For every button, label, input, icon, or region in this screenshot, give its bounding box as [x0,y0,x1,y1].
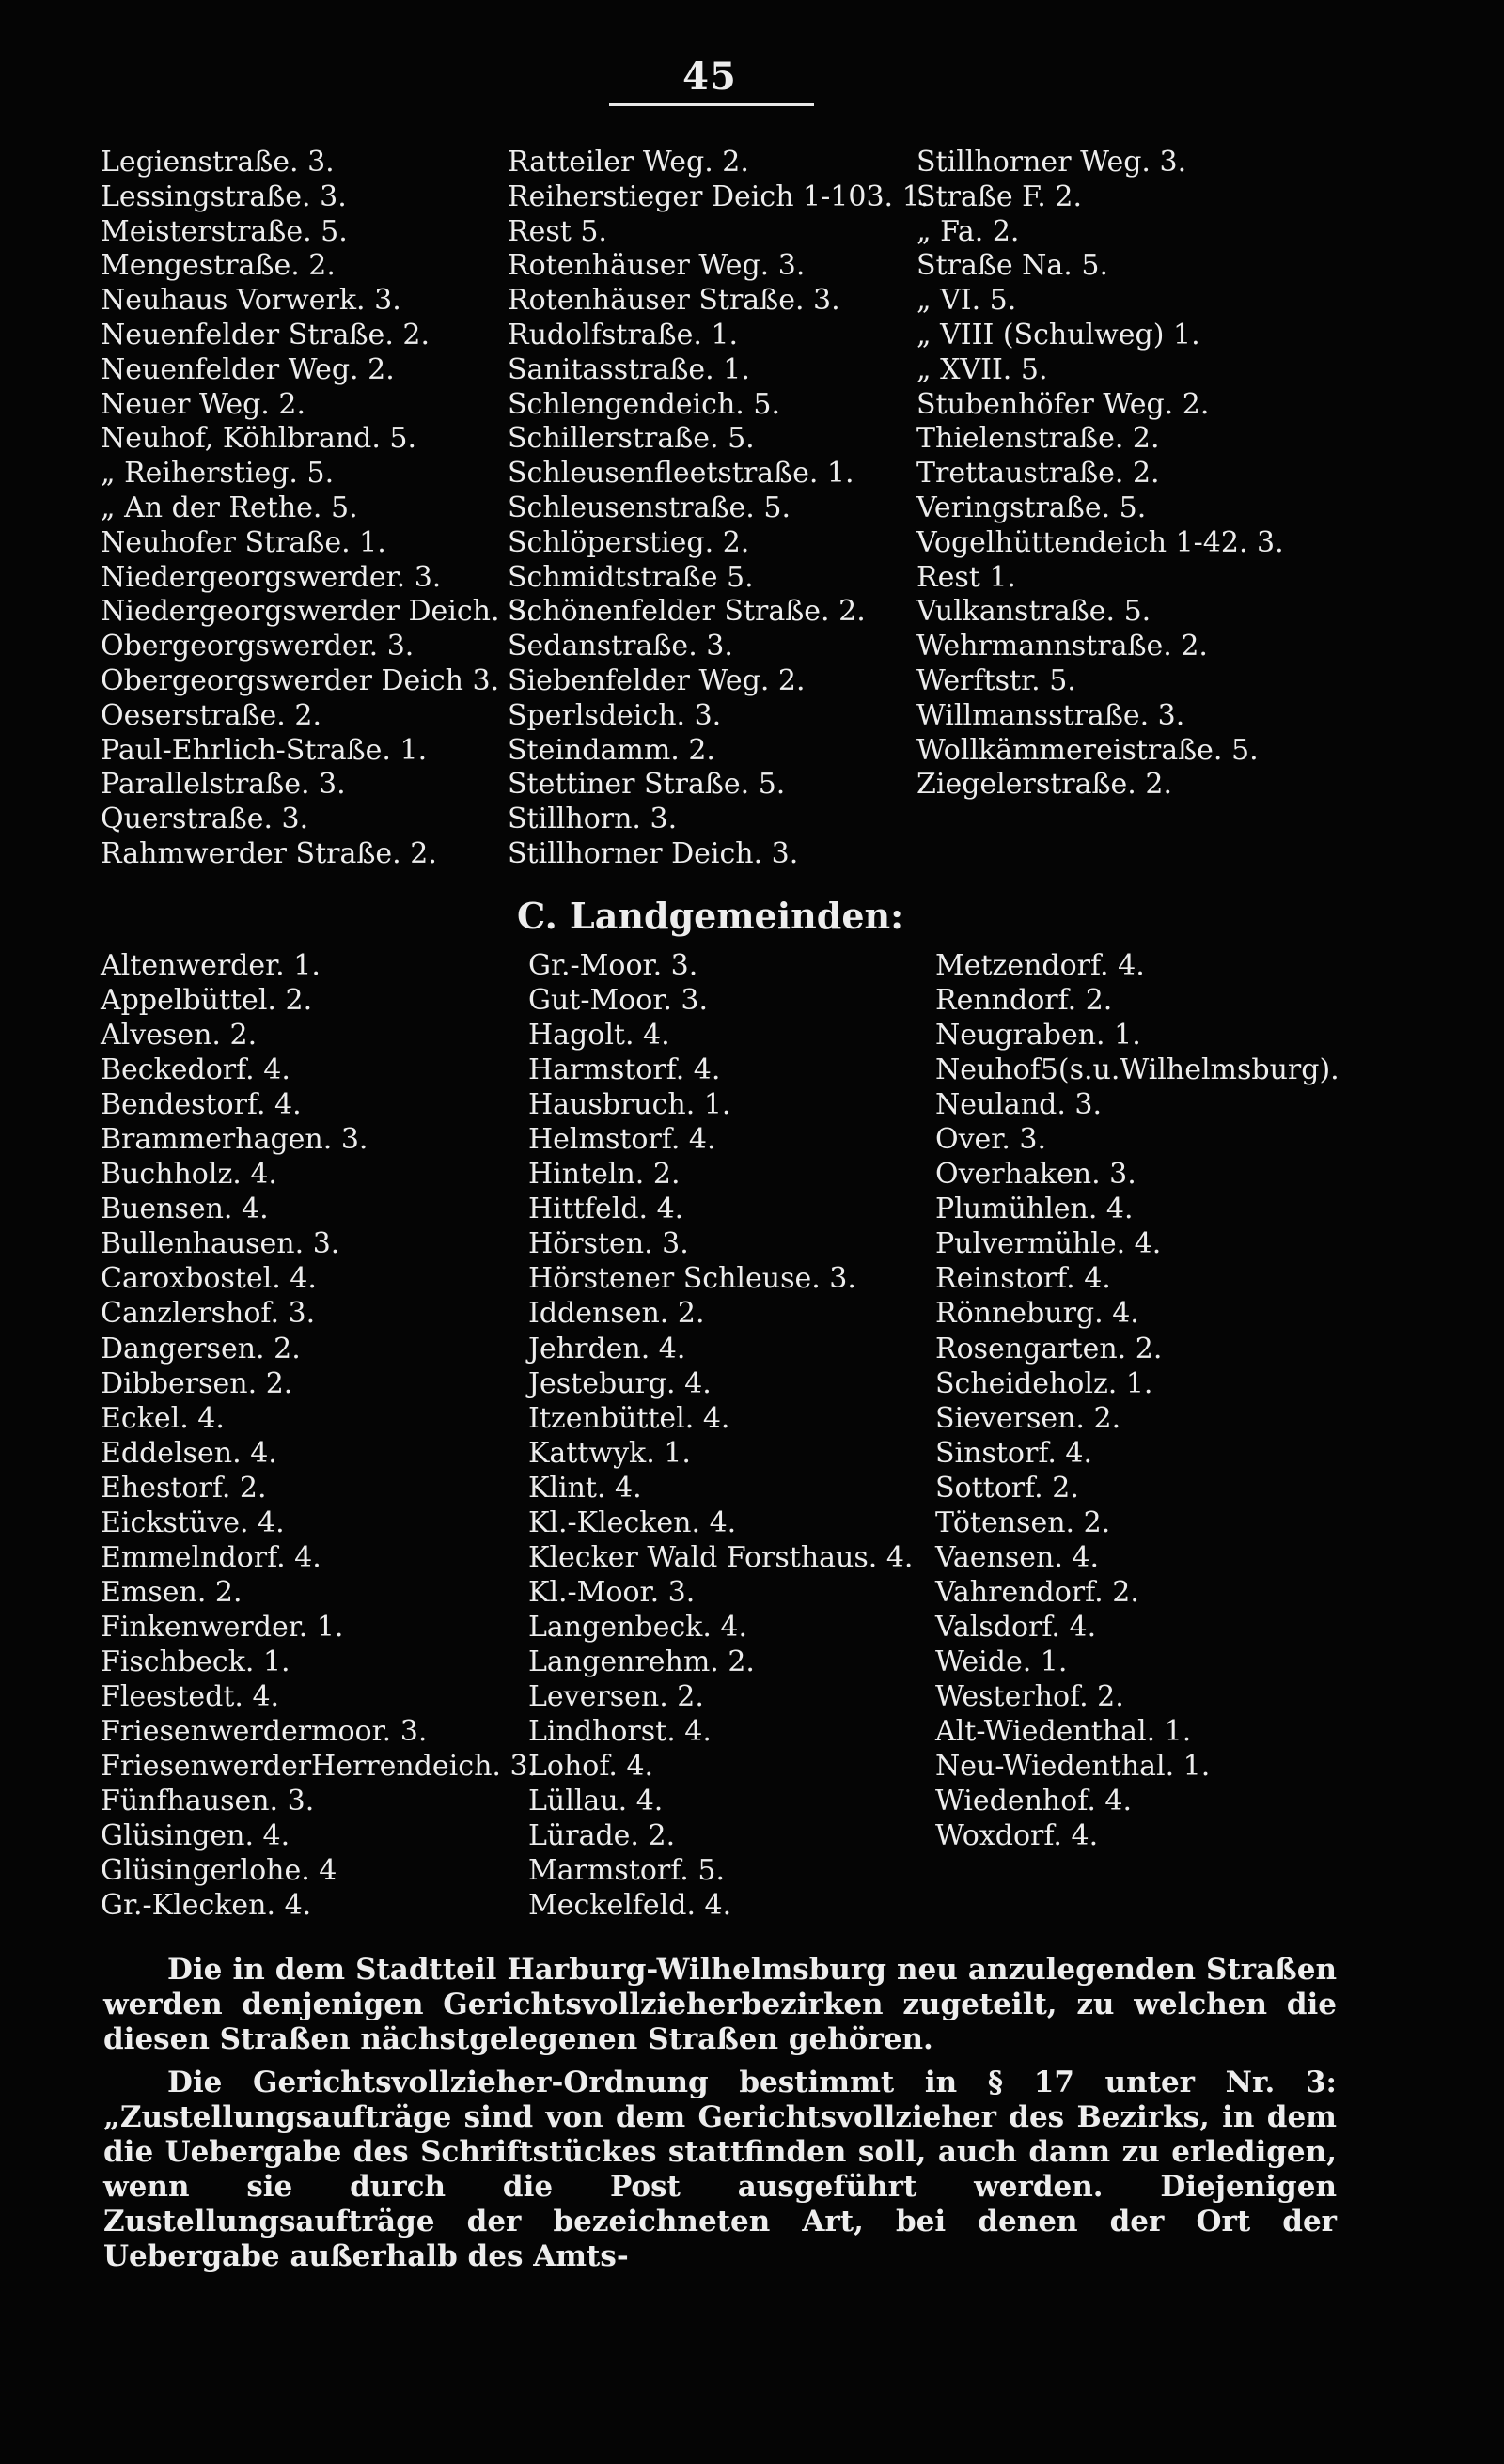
list-entry: Siebenfelder Weg. 2. [508,663,806,697]
list-entry: Neuhofer Straße. 1. [101,525,386,559]
list-entry: Sottorf. 2. [935,1471,1079,1505]
list-entry: Lindhorst. 4. [528,1715,712,1749]
list-entry: Glüsingen. 4. [101,1819,290,1853]
list-entry: Niedergeorgswerder Deich. 3. [101,595,536,629]
list-entry: Leversen. 2. [528,1679,704,1713]
list-entry: Neugraben. 1. [935,1019,1141,1053]
list-entry: Schönenfelder Straße. 2. [508,595,866,629]
list-entry: Rudolfstraße. 1. [508,318,739,351]
list-entry: Vahrendorf. 2. [935,1575,1139,1609]
list-entry: Straße Na. 5. [916,249,1108,283]
list-entry: Canzlershof. 3. [101,1297,316,1331]
list-entry: Fischbeck. 1. [101,1645,290,1678]
list-entry: Appelbüttel. 2. [101,984,313,1018]
list-entry: Parallelstraße. 3. [101,768,346,802]
list-entry: Bendestorf. 4. [101,1088,302,1122]
list-entry: Pulvermühle. 4. [935,1227,1162,1261]
list-entry: Stillhorner Deich. 3. [508,836,799,870]
list-entry: Sedanstraße. 3. [508,630,733,663]
list-entry: FriesenwerderHerrendeich. 3. [101,1750,538,1784]
list-entry: Lürade. 2. [528,1819,676,1853]
list-entry: Altenwerder. 1. [101,949,321,982]
list-entry: Brammerhagen. 3. [101,1123,368,1157]
page-number-rule [609,103,814,106]
list-entry: Straße F. 2. [916,179,1083,213]
list-entry: Rönneburg. 4. [935,1297,1139,1331]
list-entry: Neu-Wiedenthal. 1. [935,1750,1211,1784]
list-entry: Marmstorf. 5. [528,1854,725,1888]
list-entry: Helmstorf. 4. [528,1123,716,1157]
list-entry: Gut-Moor. 3. [528,984,709,1018]
list-entry: Neuhof5(s.u.Wilhelmsburg). [935,1053,1340,1087]
community-list [0,948,1504,1935]
street-column-2 [508,146,930,872]
list-entry: Neuenfelder Straße. 2. [101,318,431,351]
community-column-1 [101,948,538,1923]
list-entry: Ehestorf. 2. [101,1471,267,1505]
list-entry: Harmstorf. 4. [528,1053,721,1087]
list-entry: Westerhof. 2. [935,1679,1124,1713]
list-entry: Oeserstraße. 2. [101,698,322,732]
list-entry: Gr.-Moor. 3. [528,949,698,982]
list-entry: Tötensen. 2. [935,1505,1111,1539]
list-entry: Hagolt. 4. [528,1019,670,1053]
list-entry: Overhaken. 3. [935,1158,1136,1192]
list-entry: Wollkämmereistraße. 5. [916,733,1259,767]
list-entry: Fleestedt. 4. [101,1679,280,1713]
list-entry: Steindamm. 2. [508,733,715,767]
list-entry: Werftstr. 5. [916,663,1076,697]
list-entry: Weide. 1. [935,1645,1068,1678]
list-entry: Dangersen. 2. [101,1332,301,1365]
list-entry: Hörstener Schleuse. 3. [528,1262,856,1296]
community-column-3 [935,948,1471,1853]
list-entry: Glüsingerlohe. 4 [101,1854,337,1888]
list-entry: Obergeorgswerder Deich 3. [101,663,500,697]
list-entry: Rest 5. [508,214,607,248]
list-entry: Langenrehm. 2. [528,1645,755,1678]
list-entry: Jehrden. 4. [528,1332,686,1365]
list-entry: Schmidtstraße 5. [508,560,754,594]
list-entry: Sieversen. 2. [935,1401,1121,1435]
page-number: 45 [682,55,737,99]
list-entry: Vogelhüttendeich 1-42. 3. [916,525,1284,559]
list-entry: Langenbeck. 4. [528,1610,748,1644]
list-entry: Ratteiler Weg. 2. [508,146,749,179]
list-entry: Buchholz. 4. [101,1158,277,1192]
list-entry: Niedergeorgswerder. 3. [101,560,442,594]
list-entry: Schleusenstraße. 5. [508,491,791,524]
list-entry: Trettaustraße. 2. [916,457,1160,491]
list-entry: Neuhof, Köhlbrand. 5. [101,422,417,456]
list-entry: Neuer Weg. 2. [101,387,306,421]
list-entry: Hinteln. 2. [528,1158,681,1192]
list-entry: Emmelndorf. 4. [101,1540,321,1574]
list-entry: Rest 1. [916,560,1016,594]
list-entry: Bullenhausen. 3. [101,1227,340,1261]
list-entry: Reiherstieger Deich 1-103. 1. [508,179,930,213]
list-entry: Gr.-Klecken. 4. [101,1889,312,1923]
list-entry: Wehrmannstraße. 2. [916,630,1208,663]
list-entry: Hausbruch. 1. [528,1088,731,1122]
list-entry: Eickstüve. 4. [101,1505,285,1539]
list-entry: Kattwyk. 1. [528,1436,691,1470]
list-entry: Klecker Wald Forsthaus. 4. [528,1540,914,1574]
list-entry: Itzenbüttel. 4. [528,1401,730,1435]
list-entry: Lohof. 4. [528,1750,654,1784]
list-entry: „ VI. 5. [916,284,1017,318]
list-entry: Reinstorf. 4. [935,1262,1111,1296]
section-heading-landgemeinden: C. Landgemeinden: [517,895,904,937]
list-entry: Friesenwerdermoor. 3. [101,1715,428,1749]
list-entry: Paul-Ehrlich-Straße. 1. [101,733,428,767]
list-entry: Dibbersen. 2. [101,1366,293,1400]
list-entry: Rotenhäuser Straße. 3. [508,284,840,318]
list-entry: Rotenhäuser Weg. 3. [508,249,806,283]
list-entry: Finkenwerder. 1. [101,1610,344,1644]
list-entry: Valsdorf. 4. [935,1610,1097,1644]
list-entry: Stettiner Straße. 5. [508,768,786,802]
list-entry: Lessingstraße. 3. [101,179,347,213]
list-entry: Alvesen. 2. [101,1019,258,1053]
street-column-3 [916,146,1443,803]
list-entry: Scheideholz. 1. [935,1366,1153,1400]
list-entry: Rosengarten. 2. [935,1332,1163,1365]
community-column-2 [528,948,951,1923]
list-entry: Caroxbostel. 4. [101,1262,317,1296]
list-entry: Vulkanstraße. 5. [916,595,1152,629]
list-entry: Emsen. 2. [101,1575,243,1609]
list-entry: Stubenhöfer Weg. 2. [916,387,1210,421]
list-entry: „ XVII. 5. [916,352,1048,386]
list-entry: Eckel. 4. [101,1401,225,1435]
list-entry: Kl.-Klecken. 4. [528,1505,737,1539]
list-entry: Buensen. 4. [101,1193,269,1226]
list-entry: Kl.-Moor. 3. [528,1575,696,1609]
list-entry: Hörsten. 3. [528,1227,689,1261]
list-entry: Neuhaus Vorwerk. 3. [101,284,401,318]
list-entry: Meisterstraße. 5. [101,214,348,248]
list-entry: Schlöperstieg. 2. [508,525,750,559]
list-entry: Stillhorn. 3. [508,803,678,836]
list-entry: Meckelfeld. 4. [528,1889,732,1923]
list-entry: Alt-Wiedenthal. 1. [935,1715,1192,1749]
paragraph-new-streets: Die in dem Stadtteil Harburg-Wilhelmsburg neu anzulegenden Straßen werden denjenigen Gerichtsvollzieherbezirken zugeteilt, zu welchen die diesen Straßen nächstgelegenen Straßen gehören. [103,1953,1337,2056]
list-entry: Eddelsen. 4. [101,1436,277,1470]
list-entry: Rahmwerder Straße. 2. [101,836,437,870]
list-entry: Obergeorgswerder. 3. [101,630,415,663]
list-entry: Woxdorf. 4. [935,1819,1099,1853]
street-list [0,146,1504,888]
list-entry: Neuenfelder Weg. 2. [101,352,395,386]
list-entry: Over. 3. [935,1123,1047,1157]
list-entry: Schleusenfleetstraße. 1. [508,457,854,491]
list-entry: Legienstraße. 3. [101,146,335,179]
list-entry: Mengestraße. 2. [101,249,336,283]
list-entry: Hittfeld. 4. [528,1193,684,1226]
list-entry: Klint. 4. [528,1471,642,1505]
list-entry: Iddensen. 2. [528,1297,705,1331]
list-entry: „ VIII (Schulweg) 1. [916,318,1200,351]
list-entry: Plumühlen. 4. [935,1193,1134,1226]
list-entry: Sanitasstraße. 1. [508,352,750,386]
list-entry: Sinstorf. 4. [935,1436,1093,1470]
list-entry: Schillerstraße. 5. [508,422,755,456]
list-entry: „ An der Rethe. 5. [101,491,358,524]
list-entry: Beckedorf. 4. [101,1053,290,1087]
list-entry: Stillhorner Weg. 3. [916,146,1187,179]
street-column-1 [101,146,536,872]
list-entry: „ Reiherstieg. 5. [101,457,335,491]
list-entry: Neuland. 3. [935,1088,1103,1122]
list-entry: Querstraße. 3. [101,803,309,836]
list-entry: Jesteburg. 4. [528,1366,712,1400]
list-entry: Veringstraße. 5. [916,491,1147,524]
list-entry: Metzendorf. 4. [935,949,1145,982]
list-entry: Vaensen. 4. [935,1540,1100,1574]
paragraph-service-order: Die Gerichtsvollzieher-Ordnung bestimmt in § 17 unter Nr. 3: „Zustellungsaufträge sind von dem Gerichtsvollzieher des Bezirks, in dem die Uebergabe des Schriftstückes stattfinden soll, auch dann zu erledigen, wenn sie durch die Post ausgeführt werden. Diejenigen Zustellungsaufträge der bezeichneten Art, bei denen der Ort der Uebergabe außerhalb des Amts- [103,2066,1337,2273]
list-entry: Wiedenhof. 4. [935,1785,1133,1818]
list-entry: Fünfhausen. 3. [101,1785,315,1818]
list-entry: Lüllau. 4. [528,1785,664,1818]
list-entry: Sperlsdeich. 3. [508,698,722,732]
list-entry: Ziegelerstraße. 2. [916,768,1173,802]
list-entry: Thielenstraße. 2. [916,422,1160,456]
list-entry: Renndorf. 2. [935,984,1113,1018]
list-entry: „ Fa. 2. [916,214,1020,248]
list-entry: Schlengendeich. 5. [508,387,780,421]
list-entry: Willmansstraße. 3. [916,698,1185,732]
